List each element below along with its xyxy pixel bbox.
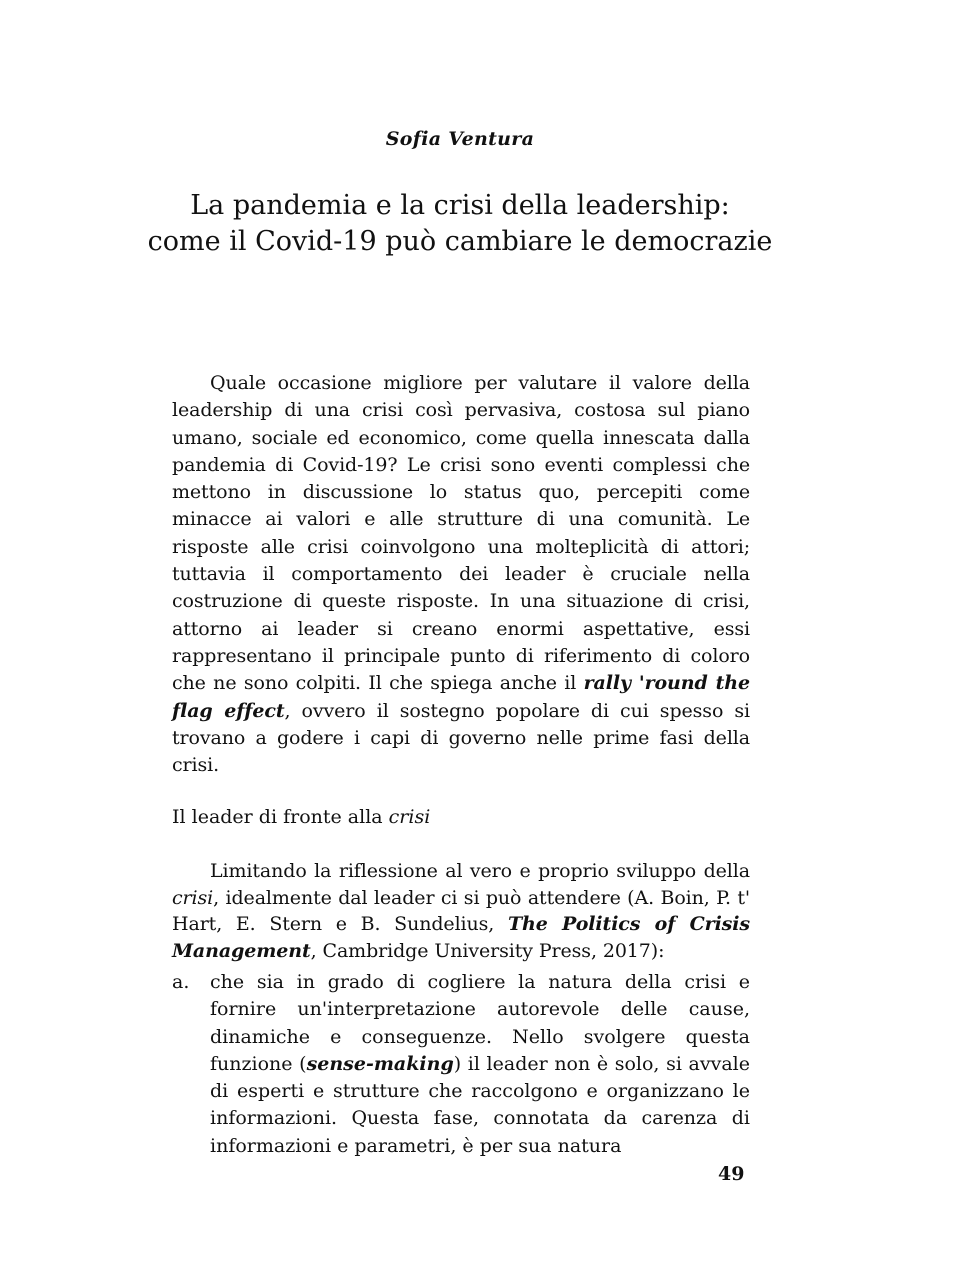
intro-paragraph (172, 370, 750, 779)
list-marker: a. (172, 971, 190, 993)
chapter-title-line-2: come il Covid-19 può cambiare le democrazie (147, 226, 773, 257)
list-item-text (210, 969, 750, 1160)
chapter-title (0, 188, 920, 260)
intro-text-1: Quale occasione migliore per valutare il valore della leadership di una crisi così pervasiva, costosa sul piano umano, sociale ed economico, come quella innescata dalla pandemia di Covid-19? Le crisi sono eventi complessi che mettono in discussione lo status quo, percepiti come minacce ai valori e alle strutture di una comunità. Le risposte alle crisi coinvolgono una molteplicità di attori; tuttavia il comportamento dei leader è cruciale nella costruzione di queste risposte. In una situazione di crisi, attorno ai leader si creano enormi aspettative, essi rappresentano il principale punto di riferimento di coloro che ne sono colpiti. Il che spiega anche il (172, 372, 750, 695)
body-emphasis: crisi (172, 886, 214, 909)
body-text-3: , Cambridge University Press, 2017): (310, 939, 665, 962)
list-item (172, 969, 750, 1160)
list-emphasis: sense-making (306, 1052, 454, 1075)
body-paragraph (172, 858, 750, 964)
list-text-2: ) il leader non è solo, si avvale di esperti e strutture che raccolgono e organizzano le informazioni. Questa fase, connotata da carenza di informazioni e parametri, è per sua natura (210, 1052, 751, 1157)
intro-text-2: , ovvero il sostegno popolare di cui spesso si trovano a godere i capi di governo nelle prime fasi della crisi. (172, 699, 751, 777)
body-text-2: , idealmente dal leader ci si può attendere (A. Boin, P. t' Hart, E. Stern e B. Sundelius, (172, 886, 750, 935)
page-number: 49 (718, 1163, 745, 1185)
section-heading (172, 806, 430, 828)
section-heading-text: Il leader di fronte alla (172, 806, 389, 828)
intro-emphasis: rally 'round the flag effect (172, 672, 750, 722)
book-title: The Politics of Crisis Management (172, 913, 750, 962)
chapter-title-line-1: La pandemia e la crisi della leadership: (190, 190, 730, 221)
author-name: Sofia Ventura (385, 128, 535, 150)
body-text-1: Limitando la riflessione al vero e proprio sviluppo della (210, 860, 750, 882)
list-text-1: che sia in grado di cogliere la natura della crisi e fornire un'interpretazione autorevole delle cause, dinamiche e conseguenze. Nello svolgere questa funzione ( (210, 971, 750, 1075)
section-heading-emphasis: crisi (388, 806, 431, 828)
